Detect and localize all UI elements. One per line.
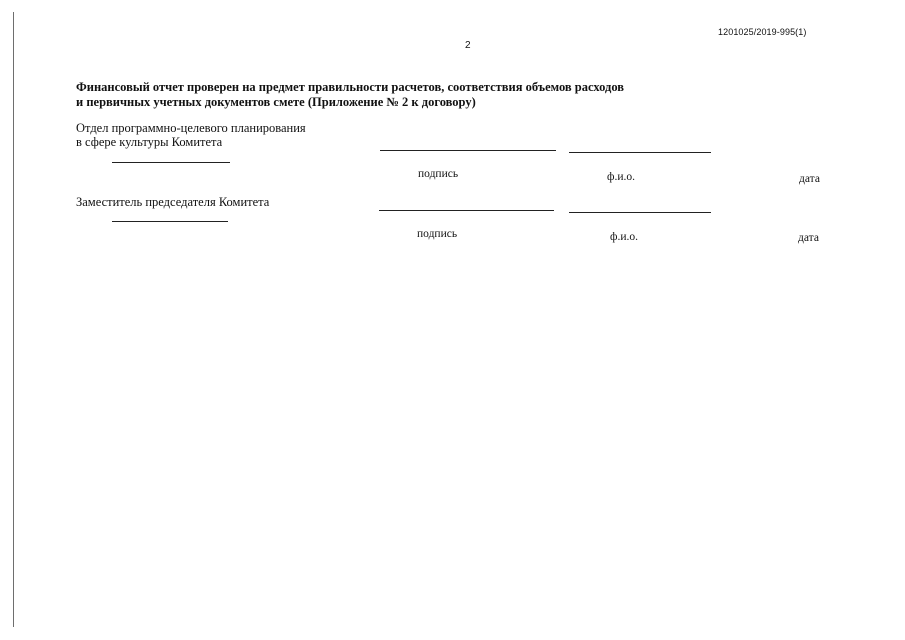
section-1-title-line-1: Отдел программно-целевого планирования bbox=[76, 121, 306, 135]
page-number: 2 bbox=[465, 40, 471, 51]
section-2-signature-caption: подпись bbox=[417, 228, 458, 240]
heading-line-2: и первичных учетных документов смете (Приложение № 2 к договору) bbox=[76, 94, 476, 109]
section-1-signature-caption: подпись bbox=[418, 168, 459, 180]
section-2-date-caption: дата bbox=[798, 232, 819, 244]
section-1-signature-line bbox=[380, 150, 556, 151]
section-2-signature-line bbox=[379, 210, 554, 211]
document-number: 1201025/2019-995(1) bbox=[718, 27, 807, 37]
report-heading bbox=[76, 80, 696, 109]
section-2-title: Заместитель председателя Комитета bbox=[76, 195, 270, 209]
section-1-name-line bbox=[569, 152, 711, 153]
section-1-date-caption: дата bbox=[799, 173, 820, 185]
section-2-name-caption: ф.и.о. bbox=[610, 231, 638, 243]
section-1-title-line-2: в сфере культуры Комитета bbox=[76, 135, 223, 149]
section-2-name-line bbox=[569, 212, 711, 213]
heading-line-1: Финансовый отчет проверен на предмет правильности расчетов, соответствия объемов расходов bbox=[76, 80, 625, 94]
section-1-name-caption: ф.и.о. bbox=[607, 171, 635, 183]
page-left-edge bbox=[13, 12, 14, 627]
section-1-stamp-line bbox=[112, 162, 230, 163]
section-2-stamp-line bbox=[112, 221, 228, 222]
